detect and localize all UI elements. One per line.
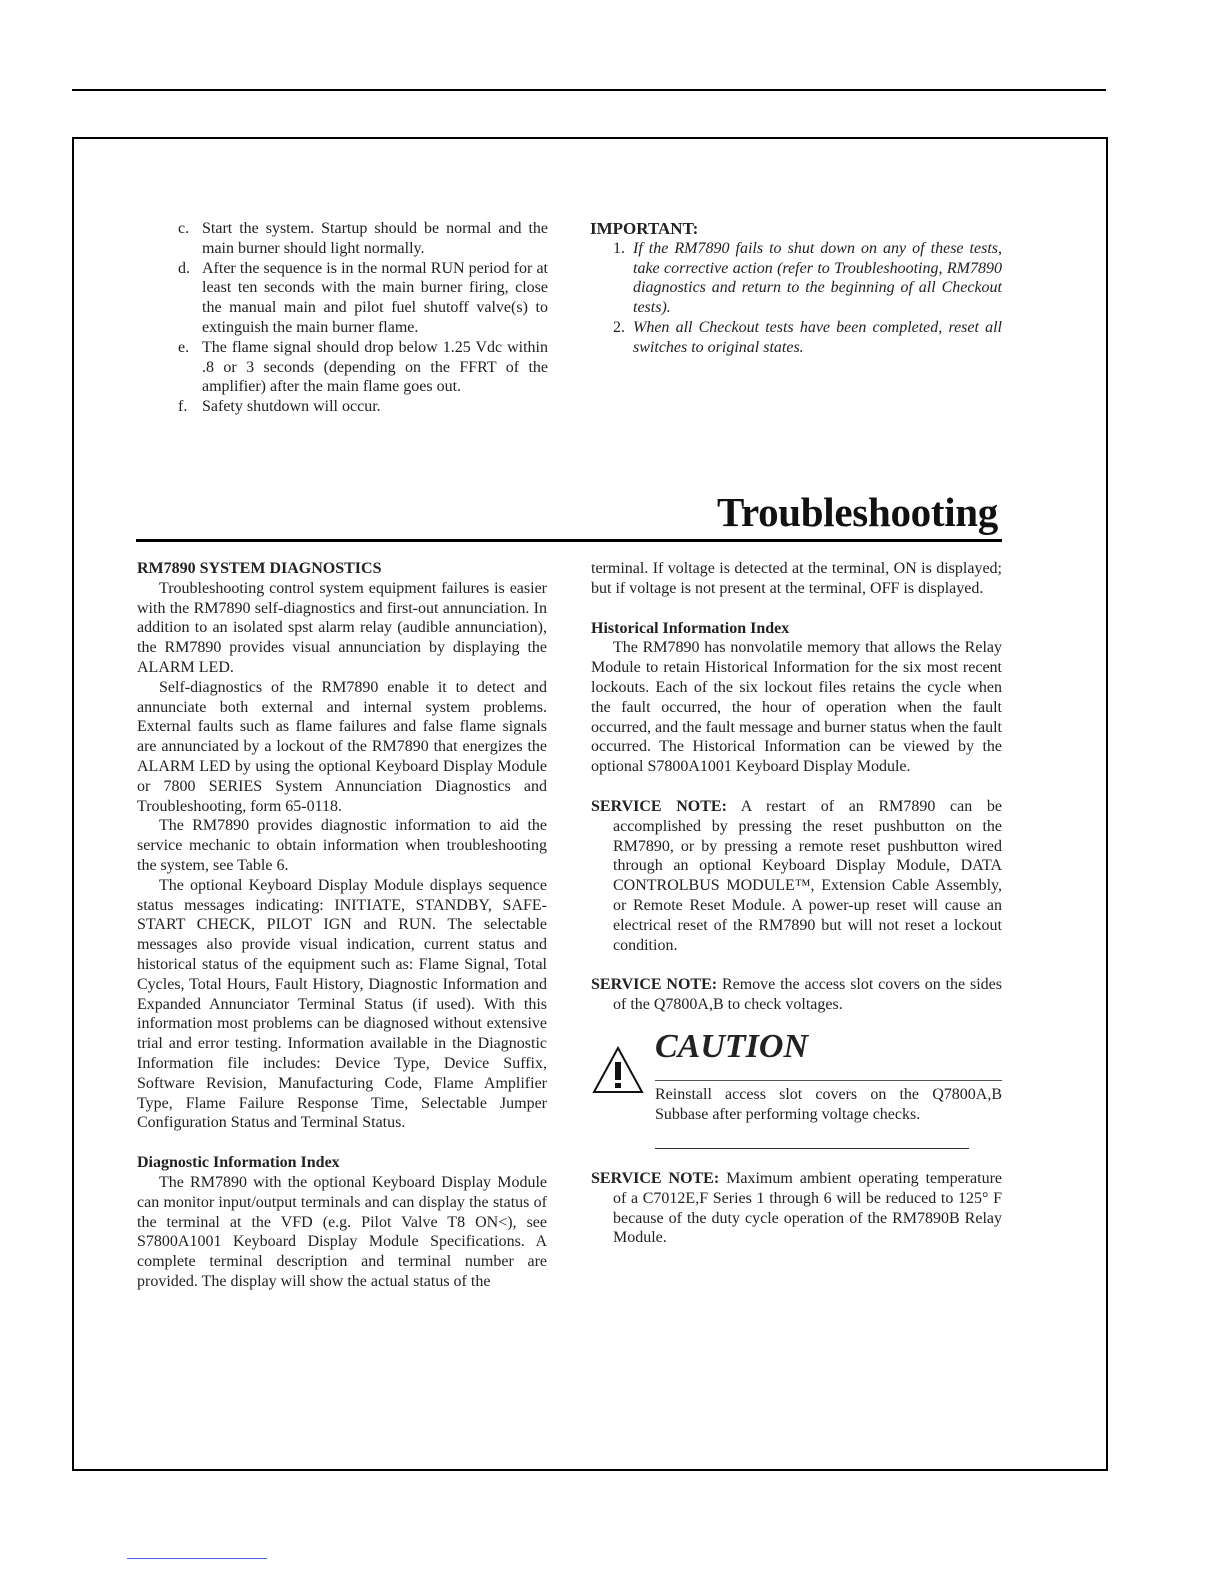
service-note: SERVICE NOTE: A restart of an RM7890 can be accomplished by pressing the reset pushbutton on the RM7890, or by pressing a remote reset pushbutton wired through an optional Keyboard Display Module, DATA CONTROLBUS MODULE™, Extension Cable Assembly, or Remote Reset Module. A power-up reset will cause an electrical reset of the RM7890 but will not reset a lockout condition. (591, 797, 1003, 954)
caution-box (591, 1027, 1002, 1131)
list-item: 1. If the RM7890 fails to shut down on any of these tests, take corrective action (refer to Troubleshooting, RM7890 diagnostics and return to the beginning of all Checkout tests). (613, 239, 1002, 317)
section-title: Troubleshooting (716, 489, 998, 535)
header-rule (72, 89, 1106, 91)
section-rule (136, 539, 1002, 542)
divider (127, 1558, 267, 1559)
paragraph: The RM7890 provides diagnostic information to aid the service mechanic to obtain information when troubleshooting the system, see Table 6. (137, 817, 547, 874)
list-item: e. The flame signal should drop below 1.25 Vdc within .8 or 3 seconds (depending on the FFRT of the amplifier) after the main flame goes out. (178, 338, 548, 396)
warning-icon (591, 1045, 645, 1095)
right-column (591, 559, 1002, 1248)
paragraph: Troubleshooting control system equipment failures is easier with the RM7890 self-diagnostics and first-out annunciation. In addition to an isolated spst alarm relay (audible annunciation), the RM7890 provides visual annunciation by displaying the ALARM LED. (137, 579, 547, 676)
left-column (137, 559, 547, 1292)
list-item: d. After the sequence is in the normal RUN period for at least ten seconds with the main burner firing, close the manual main and pilot fuel shutoff valve(s) to extinguish the main burner flame. (178, 259, 548, 336)
important-notice (590, 219, 1002, 358)
diagnostic-index-heading: Diagnostic Information Index (137, 1154, 340, 1172)
caution-title: CAUTION (655, 1027, 809, 1065)
paragraph: The optional Keyboard Display Module displays sequence status messages indicating: INITIATE, STANDBY, SAFE-START CHECK, PILOT IGN and RUN. The selectable messages also provide visual indication, current status and historical status of the equipment such as: Flame Signal, Total Cycles, Total Hours, Fault History, Diagnostic Information and Expanded Annunciator Terminal Status (if used). With this information most problems can be diagnosed without extensive trial and error testing. Information available in the Diagnostic Information file includes: Device Type, Device Suffix, Software Revision, Manufacturing Code, Flame Amplifier Type, Flame Failure Response Time, Selectable Jumper Configuration Status and Terminal Status. (137, 876, 547, 1132)
service-note: SERVICE NOTE: Maximum ambient operating temperature of a C7012E,F Series 1 through 6 will be reduced to 125° F because of the duty cycle operation of the RM7890B Relay Module. (591, 1169, 1002, 1247)
paragraph: The RM7890 has nonvolatile memory that allows the Relay Module to retain Historical Information for the six most recent lockouts. Each of the six lockout files retains the cycle when the fault occurred, the hour of operation when the fault occurred, and the fault message and burner status when the fault occurred. The Historical Information can be viewed by the optional S7800A1001 Keyboard Display Module. (591, 639, 1002, 776)
divider (655, 1080, 1002, 1081)
caution-text: Reinstall access slot covers on the Q7800A,B Subbase after performing voltage checks. (655, 1085, 1002, 1123)
paragraph: Self-diagnostics of the RM7890 enable it to detect and annunciate both external and internal system problems. External faults such as flame failures and false flame signals are annunciated by a lockout of the RM7890 that energizes the ALARM LED by using the optional Keyboard Display Module or 7800 SERIES System Annunciation Diagnostics and Troubleshooting, form 65-0118. (137, 678, 547, 815)
important-heading: IMPORTANT: (590, 219, 699, 238)
divider (655, 1148, 969, 1149)
service-note: SERVICE NOTE: Remove the access slot covers on the sides of the Q7800A,B to check voltages. (591, 976, 1002, 1014)
list-item: c. Start the system. Startup should be normal and the main burner should light normally. (178, 220, 548, 257)
checkout-steps (178, 219, 548, 417)
historical-index-heading: Historical Information Index (591, 619, 790, 637)
list-item: 2. When all Checkout tests have been completed, reset all switches to original states. (613, 318, 1002, 356)
diagnostics-heading: RM7890 SYSTEM DIAGNOSTICS (137, 560, 382, 577)
list-item: f. Safety shutdown will occur. (178, 398, 381, 416)
paragraph: The RM7890 with the optional Keyboard Display Module can monitor input/output terminals and can display the status of the terminal at the VFD (e.g. Pilot Valve T8 ON<), see S7800A1001 Keyboard Display Module Specifications. A complete terminal description and terminal number are provided. The display will show the actual status of the (137, 1173, 547, 1290)
paragraph: terminal. If voltage is detected at the terminal, ON is displayed; but if voltage is not present at the terminal, OFF is displayed. (591, 560, 1002, 597)
